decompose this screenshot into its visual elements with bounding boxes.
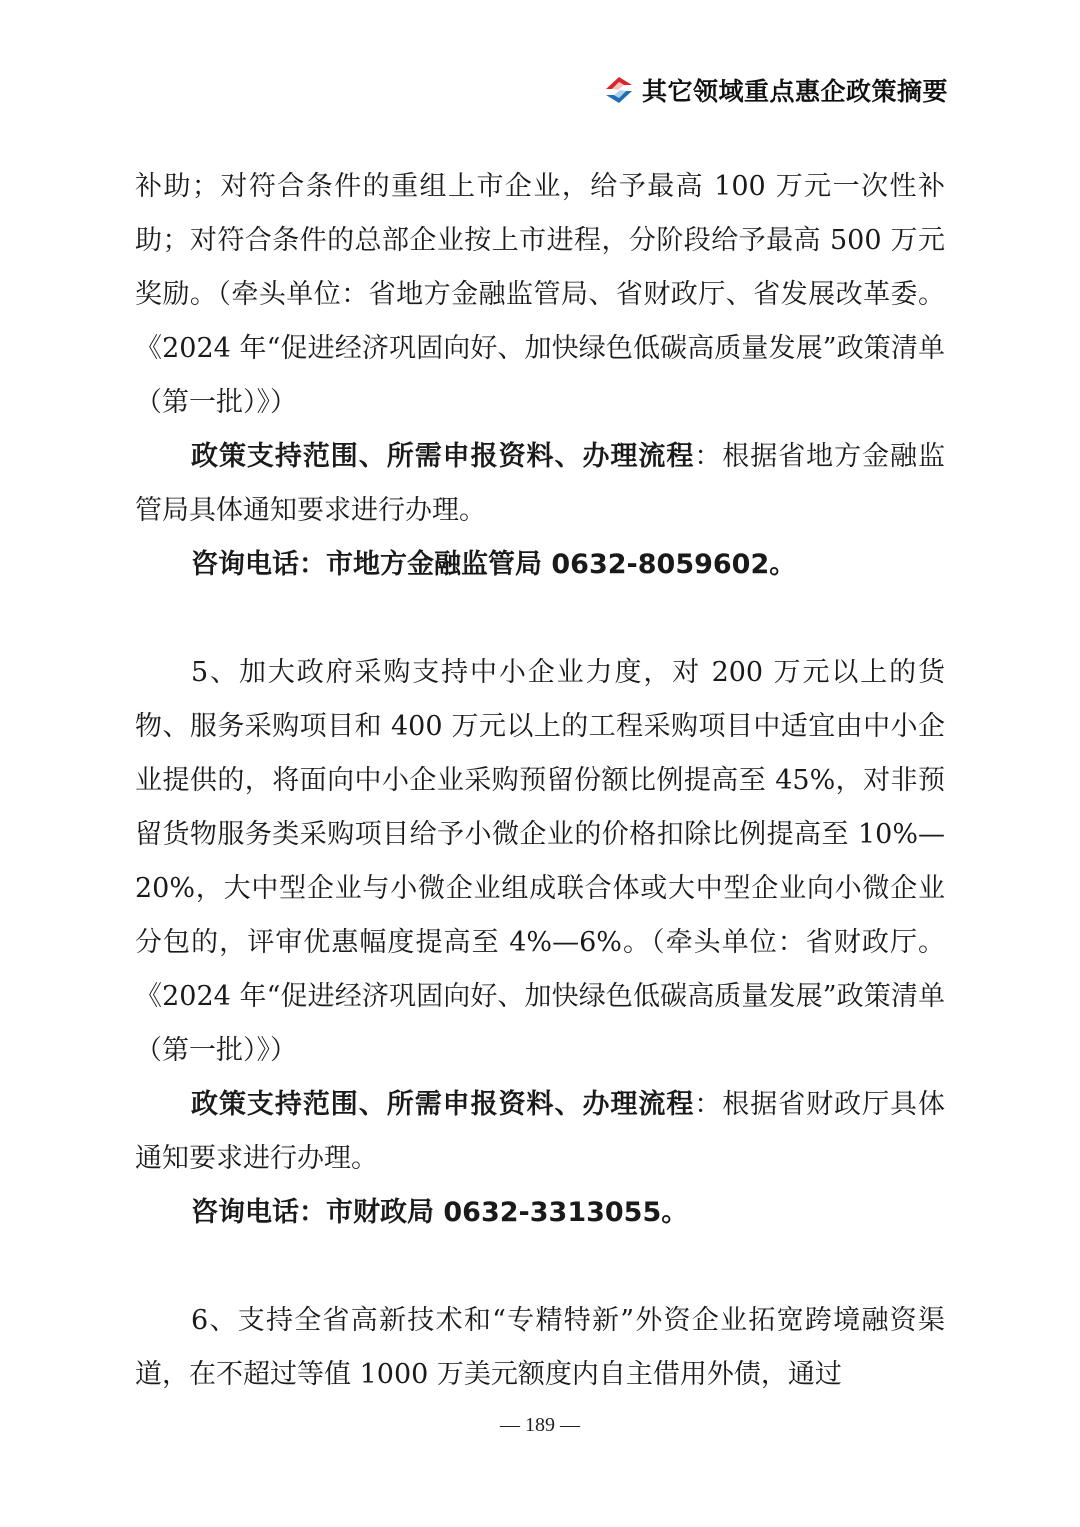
procedure-label-2: 政策支持范围、所需申报资料、办理流程	[191, 1089, 695, 1120]
page-number: — 189 —	[500, 1414, 580, 1436]
paragraph-procedure-2	[135, 1078, 945, 1186]
procedure-text-2: ：根据省财政厅具体通知要求进行办理。	[135, 1089, 946, 1174]
header-title: 其它领域重点惠企政策摘要	[641, 77, 948, 106]
paragraph-procedure-1	[135, 430, 945, 538]
page-header	[602, 72, 948, 108]
section-spacer	[135, 592, 945, 646]
procedure-label-1: 政策支持范围、所需申报资料、办理流程	[191, 441, 695, 472]
contact-phone-1: 咨询电话：市地方金融监管局 0632-8059602。	[191, 549, 797, 580]
contact-phone-2: 咨询电话：市财政局 0632-3313055。	[191, 1197, 689, 1228]
section-spacer	[135, 1240, 945, 1294]
paragraph-item-6: 6、支持全省高新技术和“专精特新”外资企业拓宽跨境融资渠道，在不超过等值 1000 万美元额度内自主借用外债，通过	[135, 1305, 945, 1390]
paragraph-subsidy-continuation: 补助；对符合条件的重组上市企业，给予最高 100 万元一次性补助；对符合条件的总部企业按上市进程，分阶段给予最高 500 万元奖励。（牵头单位：省地方金融监管局、省财政厅、省发展改革委。《2024 年“促进经济巩固向好、加快绿色低碳高质量发展”政策清单（第一批）》）	[135, 171, 945, 418]
document-body	[135, 160, 945, 1402]
procedure-text-1: ：根据省地方金融监管局具体通知要求进行办理。	[135, 441, 946, 526]
paragraph-item-5: 5、加大政府采购支持中小企业力度，对 200 万元以上的货物、服务采购项目和 400 万元以上的工程采购项目中适宜由中小企业提供的，将面向中小企业采购预留份额比例提高至 45%，对非预留货物服务类采购项目给予小微企业的价格扣除比例提高至 10%—20%，大中型企业与小微企业组成联合体或大中型企业向小微企业分包的，评审优惠幅度提高至 4%—6%。（牵头单位：省财政厅。《2024 年“促进经济巩固向好、加快绿色低碳高质量发展”政策清单（第一批）》）	[135, 657, 945, 1066]
arrow-logo-icon	[602, 73, 636, 107]
